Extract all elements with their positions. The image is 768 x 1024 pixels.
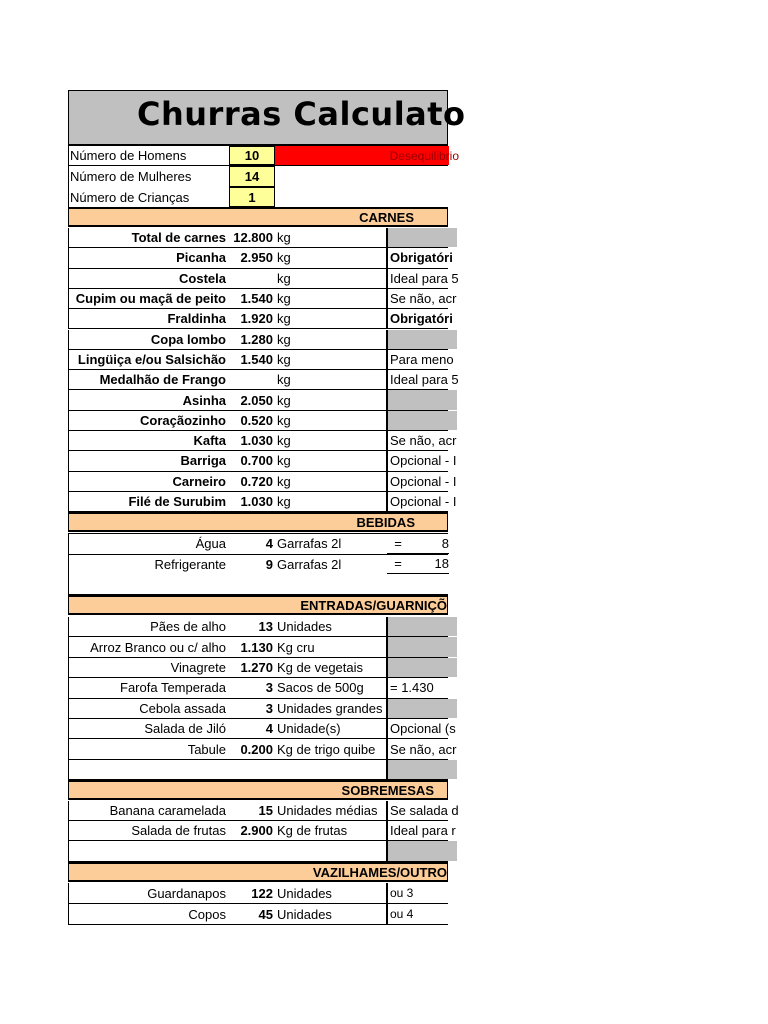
section-title: BEBIDAS <box>356 514 415 530</box>
item-note: Opcional - I <box>387 451 457 470</box>
item-note: Opcional - I <box>387 472 457 491</box>
item-unit: Kg de frutas <box>276 821 387 840</box>
item-note: Ideal para 5 <box>387 370 457 389</box>
item-unit: kg <box>276 431 387 450</box>
item-value: 2.950 <box>240 250 273 266</box>
item-label: Cebola assada <box>139 700 226 716</box>
item-value: 1.030 <box>240 433 273 449</box>
item-unit: Unidades grandes <box>276 699 387 718</box>
item-unit: Kg cru <box>276 637 387 656</box>
item-unit: kg <box>276 269 387 288</box>
carnes-row <box>68 492 457 512</box>
section-title: SOBREMESAS <box>341 782 434 798</box>
criancas-input[interactable]: 1 <box>229 187 275 207</box>
entradas-row <box>68 678 448 698</box>
spacer-row <box>68 760 448 780</box>
item-note: Ideal para r <box>387 821 457 840</box>
item-label: Arroz Branco ou c/ alho <box>90 639 226 655</box>
input-label: Número de Homens <box>70 148 187 163</box>
entradas-row <box>68 637 448 657</box>
item-value: 1.030 <box>240 494 273 510</box>
item-unit: Garrafas 2l <box>277 556 342 572</box>
item-note: Opcional (s <box>387 719 457 738</box>
item-value: 1.540 <box>240 291 273 307</box>
carnes-row <box>68 269 459 289</box>
item-value: 1.270 <box>240 659 273 675</box>
item-unit: Unidades <box>276 617 387 636</box>
item-value: 0.720 <box>240 473 273 489</box>
item-unit: Kg de trigo quibe <box>276 739 387 758</box>
carnes-row <box>68 330 448 350</box>
item-unit: kg <box>276 492 387 511</box>
item-label: Salada de frutas <box>131 823 226 838</box>
item-value: 2.900 <box>240 823 273 838</box>
item-label: Salada de Jiló <box>144 721 226 737</box>
entradas-row <box>68 617 448 637</box>
item-value: 4 <box>265 536 273 552</box>
section-entradas <box>68 595 448 615</box>
item-label: Barriga <box>180 453 226 469</box>
item-label: Farofa Temperada <box>120 680 226 696</box>
item-unit: kg <box>276 309 387 328</box>
item-value <box>229 269 275 288</box>
section-title: VAZILHAMES/OUTRO <box>312 864 447 880</box>
item-label: Banana caramelada <box>109 803 226 818</box>
item-unit: kg <box>276 472 387 491</box>
vasilhames-row <box>68 883 448 904</box>
spacer-row <box>68 574 448 595</box>
item-note <box>387 411 457 430</box>
section-sobremesas <box>68 780 448 800</box>
section-title: CARNES <box>359 209 414 225</box>
item-note <box>387 330 457 349</box>
carnes-row <box>68 350 454 370</box>
item-unit: kg <box>276 390 387 409</box>
item-value: 13 <box>258 619 273 635</box>
item-unit: kg <box>276 411 387 430</box>
bebidas-row <box>68 533 448 554</box>
homens-input[interactable]: 10 <box>229 146 275 165</box>
item-value: 1.920 <box>240 311 273 327</box>
liters-value: 18 <box>409 555 449 575</box>
item-label: Pães de alho <box>150 619 226 635</box>
spacer-row <box>68 841 448 862</box>
item-label: Asinha <box>182 392 226 408</box>
item-value: 0.520 <box>240 412 273 428</box>
item-note: Para meno <box>387 350 457 369</box>
item-label: Cupim ou maçã de peito <box>75 291 226 307</box>
item-note: Se não, acr <box>387 289 457 308</box>
equals-sign: = <box>387 534 409 554</box>
item-label: Medalhão de Frango <box>99 372 226 388</box>
item-value: 1.280 <box>240 331 273 347</box>
item-note: ou 3 <box>387 883 457 903</box>
item-unit: kg <box>276 350 387 369</box>
spreadsheet <box>68 90 466 926</box>
entradas-row <box>68 699 448 719</box>
status-badge: Desequilibrio <box>275 146 449 165</box>
item-note <box>387 658 457 677</box>
item-label: Carneiro <box>172 473 226 489</box>
carnes-row <box>68 451 457 471</box>
input-row-mulheres <box>68 166 448 187</box>
carnes-row <box>68 289 457 309</box>
item-note: Opcional - I <box>387 492 457 511</box>
input-row-homens <box>68 146 459 166</box>
carnes-row <box>68 248 453 268</box>
carnes-row <box>68 472 457 492</box>
input-row-criancas <box>68 187 448 207</box>
item-unit: kg <box>276 248 387 267</box>
input-label: Número de Mulheres <box>70 169 192 184</box>
liters-value: 8 <box>409 534 449 554</box>
carnes-row <box>68 309 453 329</box>
item-unit: Garrafas 2l <box>277 536 342 552</box>
item-value: 3 <box>265 700 273 716</box>
carnes-row <box>68 411 448 431</box>
item-label: Refrigerante <box>154 556 226 572</box>
item-label: Lingüiça e/ou Salsichão <box>77 351 226 367</box>
carnes-row <box>68 370 459 390</box>
item-unit: Unidades <box>276 904 387 924</box>
item-note: Se salada d <box>387 801 457 820</box>
item-unit: kg <box>276 451 387 470</box>
item-value <box>229 370 275 389</box>
item-value: 0.200 <box>240 741 273 757</box>
item-unit: Unidades <box>276 883 387 903</box>
item-value: 122 <box>251 885 273 901</box>
item-value: 12.800 <box>233 230 273 246</box>
item-value: 15 <box>258 803 273 818</box>
title-banner <box>68 90 466 146</box>
item-note: Obrigatóri <box>387 248 457 267</box>
item-label: Costela <box>179 270 226 286</box>
item-label: Filé de Surubim <box>128 494 226 510</box>
item-note: Se não, acr <box>387 739 457 758</box>
item-value: 4 <box>265 721 273 737</box>
section-carnes <box>68 207 448 227</box>
item-unit: Kg de vegetais <box>276 658 387 677</box>
section-vasilhames <box>68 862 448 882</box>
item-unit: Unidades médias <box>276 801 387 820</box>
item-label: Coraçãozinho <box>140 412 226 428</box>
item-note: Se não, acr <box>387 431 457 450</box>
sobremesas-row <box>68 801 459 821</box>
equals-sign: = <box>387 555 409 575</box>
page-title: Churras Calculato <box>137 95 466 133</box>
item-unit: kg <box>276 330 387 349</box>
item-value: 1.540 <box>240 351 273 367</box>
item-unit: Unidade(s) <box>276 719 387 738</box>
carnes-row <box>68 228 448 248</box>
section-bebidas <box>68 512 448 532</box>
item-note <box>387 699 457 718</box>
item-unit: kg <box>276 228 387 247</box>
item-note: Ideal para 5 <box>387 269 457 288</box>
item-label: Água <box>195 536 226 552</box>
item-label: Vinagrete <box>170 659 226 675</box>
item-label: Picanha <box>176 250 226 266</box>
item-label: Tabule <box>187 741 226 757</box>
item-value: 45 <box>258 906 273 922</box>
vasilhames-row <box>68 904 448 925</box>
carnes-row <box>68 431 457 451</box>
item-note <box>387 617 457 636</box>
item-value: 1.130 <box>240 639 273 655</box>
input-label: Número de Crianças <box>70 189 190 205</box>
bebidas-row <box>68 554 448 575</box>
entradas-row <box>68 739 457 759</box>
item-unit: kg <box>276 289 387 308</box>
item-unit: kg <box>276 370 387 389</box>
item-label: Guardanapos <box>147 885 226 901</box>
item-label: Copos <box>188 906 226 922</box>
item-note: ou 4 <box>387 904 457 924</box>
section-title: ENTRADAS/GUARNIÇÕ <box>300 597 447 613</box>
item-value: 2.050 <box>240 392 273 408</box>
item-note: = 1.430 <box>387 678 457 697</box>
mulheres-input[interactable]: 14 <box>229 166 275 187</box>
carnes-row <box>68 390 448 410</box>
item-label: Kafta <box>193 433 226 449</box>
item-note: Obrigatóri <box>387 309 457 328</box>
sobremesas-row <box>68 821 456 841</box>
item-label: Total de carnes <box>131 230 226 246</box>
item-note <box>387 390 457 409</box>
item-value: 0.700 <box>240 453 273 469</box>
item-value: 9 <box>265 556 273 572</box>
entradas-row <box>68 658 448 678</box>
item-label: Copa lombo <box>150 331 226 347</box>
item-note <box>387 637 457 656</box>
item-value: 3 <box>265 680 273 696</box>
item-label: Fraldinha <box>167 311 226 327</box>
entradas-row <box>68 719 456 739</box>
item-note <box>387 228 457 247</box>
item-unit: Sacos de 500g <box>276 678 387 697</box>
